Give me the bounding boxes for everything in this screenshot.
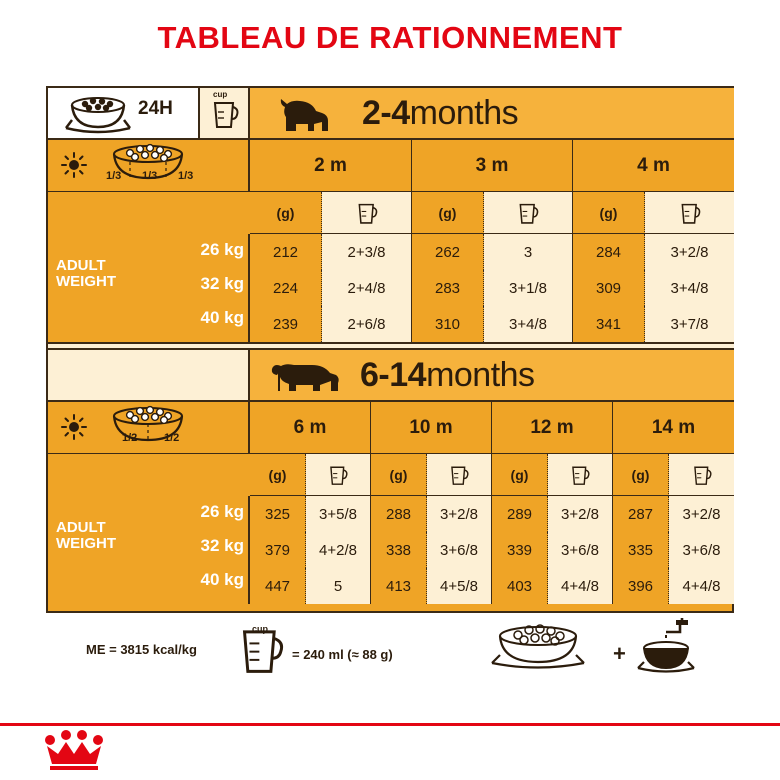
- cell-junior-r0-c1-g: 288: [371, 496, 427, 532]
- cell-junior-r1-c2-g: 339: [492, 532, 548, 568]
- column-header-junior-3: 14 m: [613, 402, 734, 454]
- cell-junior-r0-c0-g: 325: [250, 496, 306, 532]
- cell-junior-r2-c1-g: 413: [371, 568, 427, 604]
- row-weight-puppy-0: 26 kg: [200, 240, 244, 259]
- section-separator: [48, 342, 734, 350]
- unit-grams-junior-1: (g): [371, 454, 427, 496]
- adult-weight-text-puppy: ADULT WEIGHT: [56, 257, 116, 290]
- section-band-junior: [250, 350, 734, 402]
- row-weight-junior-2: 40 kg: [200, 570, 244, 589]
- dog-silhouette-icon: [268, 355, 344, 395]
- per-day-label: 24H: [138, 98, 173, 119]
- meals-split-junior: [48, 402, 250, 454]
- measuring-cup-icon: [210, 97, 240, 131]
- footer-divider: [0, 723, 780, 726]
- cup-header-cell: [200, 88, 250, 140]
- cell-puppy-r2-c1-cup: 3+4/8: [484, 306, 573, 342]
- column-header-junior-2: 12 m: [492, 402, 613, 454]
- unit-cup-puppy-0: [322, 192, 412, 234]
- adult-weight-text-junior: ADULT WEIGHT: [56, 519, 116, 552]
- column-header-junior-1: 10 m: [371, 402, 492, 454]
- cell-puppy-r2-c0-g: 239: [250, 306, 322, 342]
- cell-junior-r0-c2-cup: 3+2/8: [548, 496, 613, 532]
- cell-junior-r1-c0-g: 379: [250, 532, 306, 568]
- unit-cup-junior-2: [548, 454, 613, 496]
- meal-fraction-1-puppy: 1/3: [106, 170, 122, 182]
- page-title: TABLEAU DE RATIONNEMENT: [157, 20, 623, 55]
- bowl-halves-icon: [96, 404, 200, 450]
- unit-cup-junior-1: [427, 454, 492, 496]
- section-age-unit-junior: months: [426, 355, 535, 394]
- cell-junior-r0-c2-g: 289: [492, 496, 548, 532]
- cell-puppy-r2-c2-cup: 3+7/8: [645, 306, 734, 342]
- cell-puppy-r1-c0-cup: 2+4/8: [322, 270, 412, 306]
- section-age-unit-puppy: months: [409, 93, 519, 132]
- cell-puppy-r0-c0-g: 212: [250, 234, 322, 270]
- measuring-cup-icon: [569, 463, 591, 487]
- kibble-bowl-icon: [480, 622, 610, 672]
- cell-junior-r2-c3-cup: 4+4/8: [669, 568, 734, 604]
- cell-junior-r0-c3-cup: 3+2/8: [669, 496, 734, 532]
- cell-junior-r0-c0-cup: 3+5/8: [306, 496, 371, 532]
- row-weight-puppy-2: 40 kg: [200, 308, 244, 327]
- cell-junior-r0-c3-g: 287: [613, 496, 669, 532]
- cell-junior-r1-c0-cup: 4+2/8: [306, 532, 371, 568]
- unit-grams-junior-3: (g): [613, 454, 669, 496]
- royal-canin-crown-logo: [40, 730, 112, 772]
- section-age-range-junior: 6-14: [360, 355, 427, 394]
- cell-junior-r2-c0-g: 447: [250, 568, 306, 604]
- column-header-puppy-2: 4 m: [573, 140, 734, 192]
- row-weight-junior-0: 26 kg: [200, 502, 244, 521]
- measuring-cup-icon: [448, 463, 470, 487]
- cell-junior-r0-c1-cup: 3+2/8: [427, 496, 492, 532]
- daily-ration-header: [48, 88, 200, 140]
- row-weight-puppy-1: 32 kg: [200, 274, 244, 293]
- column-header-puppy-1: 3 m: [412, 140, 573, 192]
- plus-sign: +: [613, 641, 626, 666]
- sun-icon: [60, 152, 88, 178]
- feeding-table: [46, 86, 734, 613]
- cell-puppy-r2-c2-g: 341: [573, 306, 645, 342]
- unit-grams-junior-0: (g): [250, 454, 306, 496]
- puppy-silhouette-icon: [270, 91, 340, 135]
- sun-icon: [60, 414, 88, 440]
- measuring-cup-icon: [691, 463, 713, 487]
- cell-junior-r1-c2-cup: 3+6/8: [548, 532, 613, 568]
- cell-puppy-r0-c2-cup: 3+2/8: [645, 234, 734, 270]
- unit-grams-puppy-1: (g): [412, 192, 484, 234]
- cell-puppy-r0-c2-g: 284: [573, 234, 645, 270]
- unit-grams-puppy-2: (g): [573, 192, 645, 234]
- measuring-cup-icon: [516, 200, 540, 226]
- cell-junior-r2-c2-cup: 4+4/8: [548, 568, 613, 604]
- section-age-range-puppy: 2-4: [362, 93, 410, 132]
- unit-cup-puppy-2: [645, 192, 734, 234]
- meals-split-puppy: [48, 140, 250, 192]
- section-title-junior: [360, 356, 535, 395]
- measuring-cup-icon: [327, 463, 349, 487]
- unit-grams-puppy-0: (g): [250, 192, 322, 234]
- cell-junior-r2-c1-cup: 4+5/8: [427, 568, 492, 604]
- cell-puppy-r1-c2-cup: 3+4/8: [645, 270, 734, 306]
- section-title-puppy: [362, 94, 518, 133]
- cup-footnote-label: cup: [252, 624, 269, 634]
- section-band-left-junior: [48, 350, 250, 402]
- cell-junior-r1-c3-cup: 3+6/8: [669, 532, 734, 568]
- cell-puppy-r1-c0-g: 224: [250, 270, 322, 306]
- cell-puppy-r0-c0-cup: 2+3/8: [322, 234, 412, 270]
- cell-puppy-r0-c1-cup: 3: [484, 234, 573, 270]
- cell-junior-r1-c1-g: 338: [371, 532, 427, 568]
- meal-fraction-1-junior: 1/2: [122, 432, 138, 444]
- cup-header-label: cup: [213, 90, 228, 99]
- cell-junior-r1-c3-g: 335: [613, 532, 669, 568]
- meal-fraction-3-puppy: 1/3: [178, 170, 194, 182]
- section-band-puppy: [250, 88, 734, 140]
- unit-cup-junior-0: [306, 454, 371, 496]
- column-header-junior-0: 6 m: [250, 402, 371, 454]
- unit-grams-junior-2: (g): [492, 454, 548, 496]
- meal-fraction-2-puppy: 1/3: [142, 170, 158, 182]
- water-bowl-icon: [636, 618, 706, 676]
- meal-fraction-2-junior: 1/2: [164, 432, 180, 444]
- cell-puppy-r1-c2-g: 309: [573, 270, 645, 306]
- cell-puppy-r1-c1-g: 283: [412, 270, 484, 306]
- cell-puppy-r1-c1-cup: 3+1/8: [484, 270, 573, 306]
- cell-puppy-r2-c0-cup: 2+6/8: [322, 306, 412, 342]
- row-weight-junior-1: 32 kg: [200, 536, 244, 555]
- unit-cup-puppy-1: [484, 192, 573, 234]
- moon-icon: [214, 414, 240, 440]
- cell-junior-r1-c1-cup: 3+6/8: [427, 532, 492, 568]
- measuring-cup-icon: [355, 200, 379, 226]
- cell-junior-r2-c2-g: 403: [492, 568, 548, 604]
- measuring-cup-icon: [678, 200, 702, 226]
- cell-junior-r2-c3-g: 396: [613, 568, 669, 604]
- cell-junior-r2-c0-cup: 5: [306, 568, 371, 604]
- column-header-puppy-0: 2 m: [250, 140, 412, 192]
- unit-cup-junior-3: [669, 454, 734, 496]
- cell-puppy-r0-c1-g: 262: [412, 234, 484, 270]
- energy-note: ME = 3815 kcal/kg: [86, 642, 197, 657]
- moon-icon: [214, 152, 240, 178]
- cell-puppy-r2-c1-g: 310: [412, 306, 484, 342]
- cup-equivalent-note: = 240 ml (≈ 88 g): [292, 647, 393, 662]
